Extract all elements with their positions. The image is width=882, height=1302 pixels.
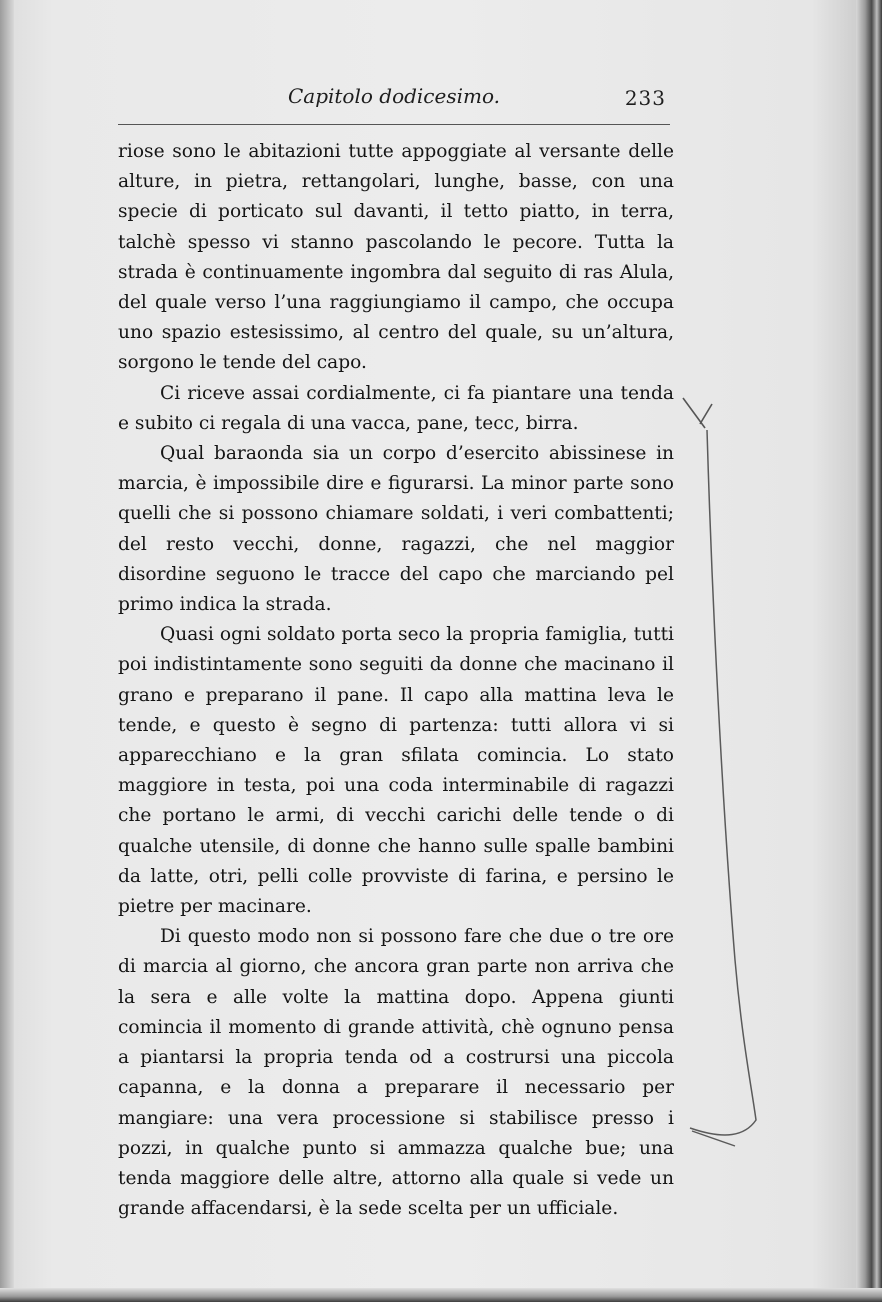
paragraph: Ci riceve assai cordialmente, ci fa piantare una tenda e subito ci regala di una vacca, pane, tecc, birra. [118,382,674,434]
page-edge [856,0,882,1302]
paragraph: Quasi ogni soldato porta seco la propria famiglia, tutti poi indistintamente sono seguiti da donne che macinano il grano e preparano il pane. Il capo alla mattina leva le tende, e questo è segno di partenza: tutti allora vi si apparecchiano e la gran sfilata comincia. Lo stato maggiore in testa, poi una coda interminabile di ragazzi che portano le armi, di vecchi carichi delle tende o di qualche utensile, di donne che hanno sulle spalle bambini da latte, otri, pelli colle provviste di farina, e persino le pietre per macinare. [118,624,674,918]
paragraph: Di questo modo non si possono fare che due o tre ore di marcia al giorno, che ancora gran parte non arriva che la sera e alle volte la mattina dopo. Appena giunti comincia il momento di grande attività, chè ognuno pensa a piantarsi la propria tenda od a costrursi una piccola capanna, e la donna a preparare il necessario per mangiare: una vera processione si stabilisce presso i pozzi, in qualche punto si ammazza qualche bue; una tenda maggiore delle altre, attorno alla quale si vede un grande affacendarsi, è la sede scelta per un ufficiale. [118,926,674,1220]
running-title: Capitolo dodicesimo. [287,84,501,108]
bottom-edge [0,1288,882,1302]
header-rule [118,124,670,125]
gutter-shadow [0,0,14,1302]
paragraph: riose sono le abitazioni tutte appoggiate al versante delle alture, in pietra, rettangolari, lunghe, basse, con una specie di porticato sul davanti, il tetto piatto, in terra, talchè spesso vi stanno pascolando le pecore. Tutta la strada è continuamente ingombra dal seguito di ras Alula, del quale verso l’una raggiungiamo il campo, che occupa uno spazio estesissimo, al centro del quale, su un’altura, sorgono le tende del capo. [118,141,674,374]
paragraph: Qual baraonda sia un corpo d’esercito abissinese in marcia, è impossibile dire e figurarsi. La minor parte sono quelli che si possono chiamare soldati, i veri combattenti; del resto vecchi, donne, ragazzi, che nel maggior disordine seguono le tracce del capo che marciando pel primo indica la strada. [118,443,674,616]
page-header [118,82,670,122]
body-text [118,137,674,1224]
page-number: 233 [624,86,666,110]
